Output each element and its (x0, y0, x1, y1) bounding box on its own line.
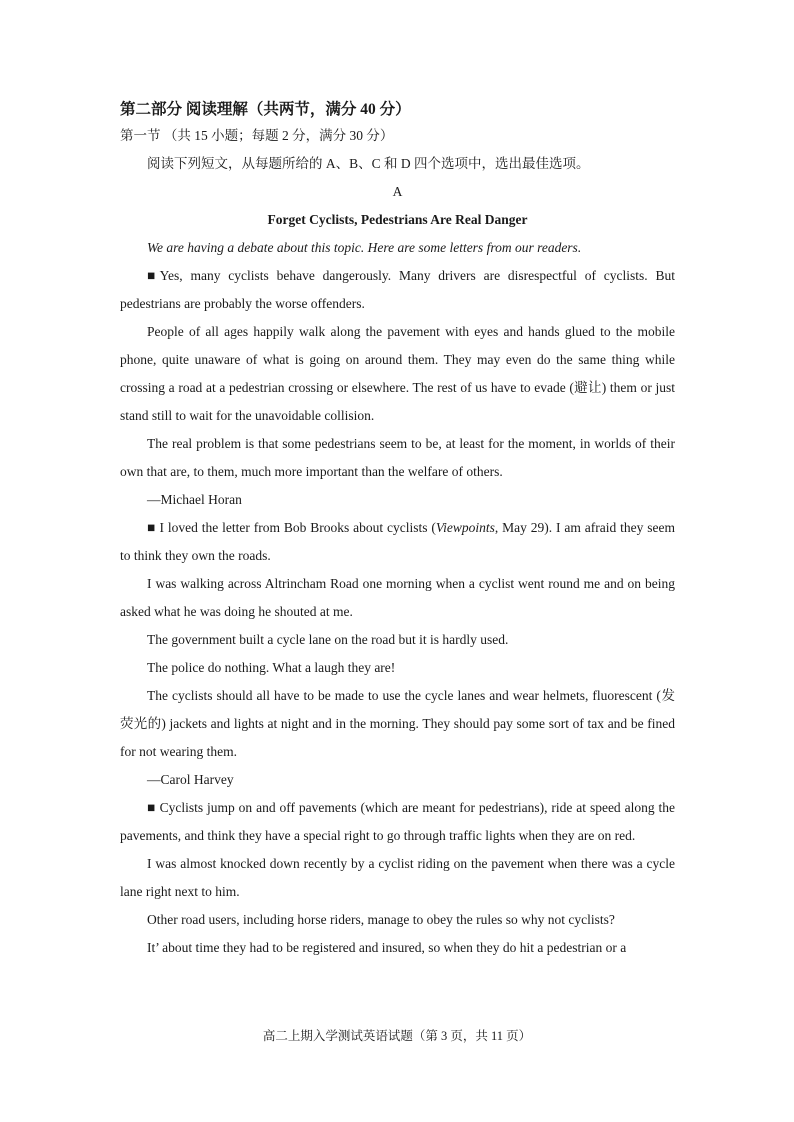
part-title: 第二部分 阅读理解（共两节，满分 40 分） (120, 101, 411, 118)
letter-2-signature: —Carol Harvey (147, 772, 234, 787)
passage-intro: We are having a debate about this topic. Here are some letters from our readers. (147, 240, 582, 255)
instruction: 阅读下列短文，从每题所给的 A、B、C 和 D 四个选项中，选出最佳选项。 (147, 156, 590, 171)
letter-2-paragraph-2: I was walking across Altrincham Road one morning when a cyclist went round me and on being asked what he was doing he shouted at me. (120, 576, 675, 619)
passage-label: A (392, 184, 403, 199)
letter-3-paragraph-2: I was almost knocked down recently by a cyclist riding on the pavement when there was a cycle lane right next to him. (120, 856, 675, 899)
letter-3-paragraph-4: It’ about time they had to be registered and insured, so when they do hit a pedestrian or a (147, 940, 627, 955)
letter-3 (120, 794, 675, 962)
letter-2-paragraph-1 (120, 514, 675, 570)
letter-3-paragraph-1: ■ Cyclists jump on and off pavements (which are meant for pedestrians), ride at speed along the pavements, and think they have a special right to go through traffic lights when they are on red. (120, 800, 675, 843)
page-content (120, 98, 675, 962)
viewpoints-italic: Viewpoints (435, 520, 495, 535)
letter-2-p1-end: , May 29). I am afraid they seem to think they own the roads. (120, 520, 675, 563)
letter-2-paragraph-4: The police do nothing. What a laugh they are! (147, 660, 396, 675)
page-footer: 高二上期入学测试英语试题（第 3 页，共 11 页） (262, 1029, 532, 1043)
letter-2 (120, 514, 675, 794)
letter-1-signature: —Michael Horan (147, 492, 242, 507)
letter-1-paragraph-1: ■Yes, many cyclists behave dangerously. Many drivers are disrespectful of cyclists. But pedestrians are probably the worse offenders. (120, 268, 675, 311)
letter-2-paragraph-3: The government built a cycle lane on the road but it is hardly used. (147, 632, 509, 647)
letter-3-paragraph-3: Other road users, including horse riders, manage to obey the rules so why not cyclists? (147, 912, 615, 927)
letter-1 (120, 262, 675, 514)
letter-1-paragraph-2: People of all ages happily walk along the pavement with eyes and hands glued to the mobile phone, quite unaware of what is going on around them. They may even do the same thing while crossing a road at a pedestrian crossing or elsewhere. The rest of us have to evade (避让) them or just stand still to wait for the unavoidable collision. (120, 324, 675, 423)
letter-2-paragraph-5: The cyclists should all have to be made to use the cycle lanes and wear helmets, fluorescent (发荧光的) jackets and lights at night and in the morning. They should pay some sort of tax and be fined for not wearing them. (120, 688, 675, 759)
section-title: 第一节 （共 15 小题；每题 2 分，满分 30 分） (120, 128, 394, 143)
letter-2-p1-start: ■ I loved the letter from Bob Brooks about cyclists ( (147, 520, 436, 535)
passage-title: Forget Cyclists, Pedestrians Are Real Danger (267, 212, 528, 227)
letter-1-paragraph-3: The real problem is that some pedestrians seem to be, at least for the moment, in worlds of their own that are, to them, much more important than the welfare of others. (120, 436, 675, 479)
